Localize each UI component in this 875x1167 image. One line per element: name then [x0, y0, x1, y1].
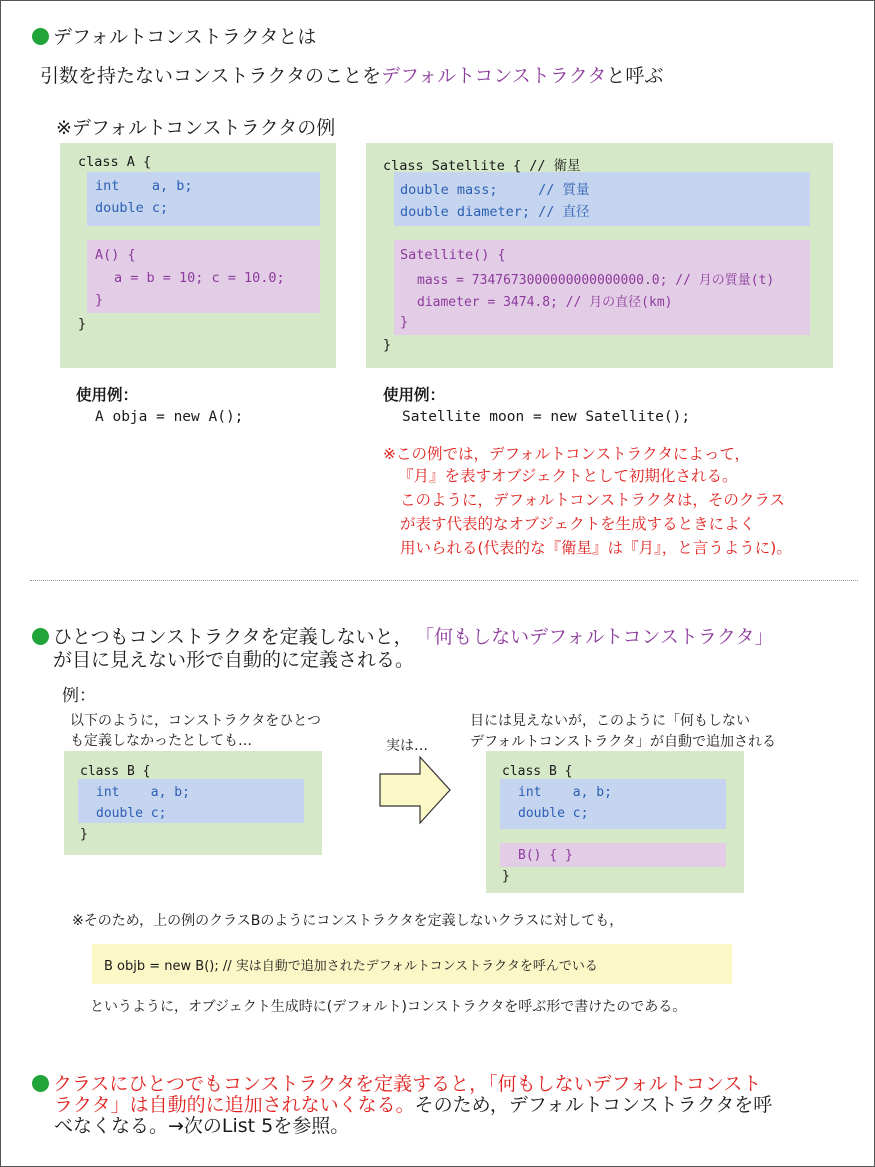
satellite-ctor-body1: mass = 7347673000000000000000.0; // 月の質量(t): [417, 273, 775, 288]
example-label: 例：: [62, 686, 96, 706]
left-caption-1: 以下のように，コンストラクタをひとつ: [70, 713, 322, 729]
classB-right-ctor: B() { }: [518, 848, 573, 863]
usage-label-satellite: 使用例：: [383, 386, 446, 404]
note-line-5: 用いられる(代表的な『衛星』は『月』，と言うように)。: [400, 539, 792, 557]
classA-close: }: [78, 316, 87, 332]
section-divider: [30, 580, 858, 581]
classB-right-field2: double c;: [518, 806, 589, 821]
classA-field2: double c;: [95, 200, 169, 216]
green-bullet-icon: [32, 28, 49, 45]
green-bullet-icon: [32, 628, 49, 645]
satellite-field1: double mass; // 質量: [400, 182, 590, 198]
section3-line2-red: ラクタ」は自動的に追加されないくなる。: [54, 1094, 415, 1116]
section2-conclusion: というように，オブジェクト生成時に(デフォルト)コンストラクタを呼ぶ形で書けたのである。: [90, 999, 687, 1015]
classA-field1: int a, b;: [95, 178, 193, 194]
desc-pre: 引数を持たないコンストラクタのことを: [40, 65, 382, 87]
classA-open: class A {: [78, 154, 152, 170]
usage-code-satellite: Satellite moon = new Satellite();: [402, 409, 691, 425]
classB-left-close: }: [80, 827, 88, 842]
satellite-close: }: [383, 337, 392, 353]
classA-ctor-open: A() {: [95, 247, 136, 263]
classA-ctor-body: a = b = 10; c = 10.0;: [114, 270, 285, 286]
desc-term: デフォルトコンストラクタ: [381, 65, 607, 87]
note-line-1: ※この例では，デフォルトコンストラクタによって，: [383, 445, 751, 463]
left-caption-2: も定義しなかったとしても…: [70, 733, 252, 749]
section2-heading-term: 「何もしないデフォルトコンストラクタ」: [424, 626, 774, 648]
section2-note: ※そのため，上の例のクラスBのようにコンストラクタを定義しないクラスに対しても，: [72, 913, 624, 929]
section1-heading: [32, 22, 316, 49]
classB-left-open: class B {: [80, 764, 151, 779]
note-line-2: 『月』を表すオブジェクトとして初期化される。: [398, 467, 738, 485]
note-line-4: が表す代表的なオブジェクトを生成するときによく: [400, 515, 756, 533]
example-title: ※デフォルトコンストラクタの例: [56, 117, 336, 139]
classB-left-field2: double c;: [96, 806, 167, 821]
desc-post: と呼ぶ: [606, 65, 664, 87]
section3-line1-text: クラスにひとつでもコンストラクタを定義すると，「何もしないデフォルトコンスト: [53, 1073, 762, 1095]
classA-ctor-close: }: [95, 292, 104, 308]
satellite-ctor-open: Satellite() {: [400, 247, 506, 263]
classB-right-close: }: [502, 869, 510, 884]
section1-heading-text: デフォルトコンストラクタとは: [53, 26, 317, 48]
usage-label-a: 使用例：: [76, 386, 139, 404]
green-bullet-icon: [32, 1075, 49, 1092]
section2-heading-pre: ひとつもコンストラクタを定義しないと，: [53, 626, 413, 648]
classB-right-field1: int a, b;: [518, 785, 612, 800]
right-caption-1: 目には見えないが，このように「何もしない: [470, 713, 750, 729]
usage-code-a: A obja = new A();: [95, 409, 244, 425]
section2-heading-line2: が目に見えない形で自動的に定義される。: [53, 649, 415, 671]
satellite-ctor-body2: diameter = 3474.8; // 月の直径(km): [417, 295, 673, 310]
note-line-3: このように，デフォルトコンストラクタは，そのクラス: [400, 491, 785, 509]
satellite-ctor-close: }: [400, 314, 409, 330]
satellite-open: class Satellite { // 衛星: [383, 158, 581, 174]
arrow-label: 実は…: [386, 738, 428, 754]
classB-left-field1: int a, b;: [96, 785, 190, 800]
section1-description: [40, 61, 663, 88]
section3-line2-black: そのため，デフォルトコンストラクタを呼: [414, 1094, 773, 1116]
right-caption-2: デフォルトコンストラクタ」が自動で追加される: [470, 734, 777, 750]
section3-line3: べなくなる。→次のList 5を参照。: [54, 1115, 350, 1137]
right-arrow-icon: [378, 755, 452, 825]
satellite-field2: double diameter; // 直径: [400, 204, 590, 220]
classB-right-open: class B {: [502, 764, 573, 779]
call-example-code: B objb = new B(); // 実は自動で追加されたデフォルトコンストラクタを呼んでいる: [104, 959, 598, 974]
